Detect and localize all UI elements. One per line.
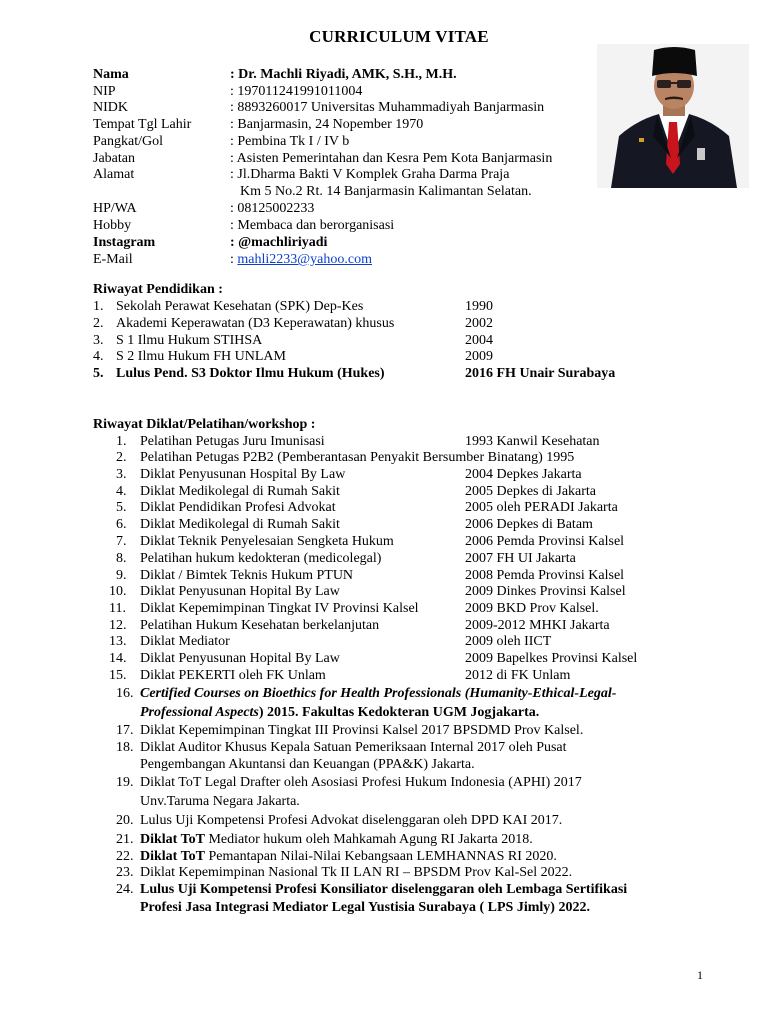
item-text: Akademi Keperawatan (D3 Keperawatan) khusus: [116, 316, 395, 331]
item-text: Certified Courses on Bioethics for Health Professionals (Humanity-Ethical-Legal-: [140, 686, 617, 701]
item-year: 2005 oleh PERADI Jakarta: [465, 500, 618, 515]
label-ttl: Tempat Tgl Lahir: [93, 117, 192, 132]
item-text: Diklat Mediator: [140, 634, 230, 649]
item-year: 2005 Depkes di Jakarta: [465, 484, 597, 499]
item-number: 7.: [116, 534, 127, 549]
item-number: 4.: [116, 484, 127, 499]
item-number: 21.: [116, 832, 134, 847]
value-alamat-line2: Km 5 No.2 Rt. 14 Banjarmasin Kalimantan Selatan.: [240, 184, 532, 199]
item-number: 20.: [116, 813, 134, 828]
item-year: 2009-2012 MHKI Jakarta: [465, 618, 610, 633]
label-jabatan: Jabatan: [93, 151, 135, 166]
item-number: 22.: [116, 849, 134, 864]
item-text: [140, 849, 557, 865]
item-number: 24.: [116, 882, 134, 897]
label-hp: HP/WA: [93, 201, 137, 216]
value-jabatan: : Asisten Pemerintahan dan Kesra Pem Kota Banjarmasin: [230, 151, 553, 166]
item-year: 2012 di FK Unlam: [465, 668, 571, 683]
item-text: Diklat Auditor Khusus Kepala Satuan Pemeriksaan Internal 2017 oleh Pusat: [140, 740, 567, 755]
item-number: 5.: [116, 500, 127, 515]
item-number: 9.: [116, 568, 127, 583]
item-year: 1990: [465, 299, 493, 314]
item-text: S 2 Ilmu Hukum FH UNLAM: [116, 349, 286, 364]
item-text: Diklat Medikolegal di Rumah Sakit: [140, 517, 340, 532]
item-text: Diklat / Bimtek Teknis Hukum PTUN: [140, 568, 354, 583]
item-number: 5.: [93, 366, 104, 381]
item-number: 10.: [109, 584, 127, 599]
label-instagram: Instagram: [93, 235, 156, 250]
item-text: Diklat Kepemimpinan Tingkat IV Provinsi Kalsel: [140, 601, 419, 616]
value-ttl: : Banjarmasin, 24 Nopember 1970: [230, 117, 424, 132]
item-number: 14.: [109, 651, 127, 666]
item-text: [140, 832, 533, 848]
label-pangkat: Pangkat/Gol: [93, 134, 163, 149]
item-number: 13.: [109, 634, 127, 649]
item-text: Pelatihan Petugas P2B2 (Pemberantasan Penyakit Bersumber Binatang) 1995: [140, 450, 575, 465]
item-number: 19.: [116, 775, 134, 790]
item-text: Pelatihan Hukum Kesehatan berkelanjutan: [140, 618, 380, 633]
item-number: 2.: [116, 450, 127, 465]
label-alamat: Alamat: [93, 167, 135, 182]
label-email: E-Mail: [93, 252, 133, 267]
value-nip: : 197011241991011004: [230, 84, 363, 99]
label-nip: NIP: [93, 84, 116, 99]
item-number: 15.: [109, 668, 127, 683]
value-hp: : 08125002233: [230, 201, 315, 216]
value-nidk: : 8893260017 Universitas Muhammadiyah Banjarmasin: [230, 100, 545, 115]
label-hobby: Hobby: [93, 218, 132, 233]
item-number: 4.: [93, 349, 104, 364]
item-text: Lulus Uji Kompetensi Profesi Advokat diselenggaran oleh DPD KAI 2017.: [140, 813, 563, 828]
email-colon: :: [230, 252, 238, 267]
item-number: 12.: [109, 618, 127, 633]
item-year: 1993 Kanwil Kesehatan: [465, 434, 600, 449]
item-year: 2009: [465, 349, 493, 364]
item-text: Diklat Penyusunan Hospital By Law: [140, 467, 346, 482]
education-heading: Riwayat Pendidikan :: [93, 282, 223, 297]
item-number: 3.: [93, 333, 104, 348]
item-text: S 1 Ilmu Hukum STIHSA: [116, 333, 263, 348]
item-text: Sekolah Perawat Kesehatan (SPK) Dep-Kes: [116, 299, 364, 314]
item-text: Lulus Uji Kompetensi Profesi Konsiliator diselenggaran oleh Lembaga Sertifikasi: [140, 882, 628, 897]
profile-photo: [597, 44, 749, 188]
item-number: 2.: [93, 316, 104, 331]
item-year: 2006 Pemda Provinsi Kalsel: [465, 534, 625, 549]
item-year: 2008 Pemda Provinsi Kalsel: [465, 568, 625, 583]
item-text-line2: Profesi Jasa Integrasi Mediator Legal Yustisia Surabaya ( LPS Jimly) 2022.: [140, 900, 590, 915]
item-text: Lulus Pend. S3 Doktor Ilmu Hukum (Hukes): [116, 366, 385, 381]
item-text-line2: Pengembangan Akuntansi dan Keuangan (PPA&K) Jakarta.: [140, 757, 475, 772]
item-text: Diklat Penyusunan Hopital By Law: [140, 651, 340, 666]
item-text: Diklat PEKERTI oleh FK Unlam: [140, 668, 326, 683]
item-text-rest: Mediator hukum oleh Mahkamah Agung RI Jakarta 2018.: [204, 832, 533, 847]
item-number: 6.: [116, 517, 127, 532]
value-pangkat: : Pembina Tk I / IV b: [230, 134, 350, 149]
item-text-bold: Diklat ToT: [140, 849, 205, 864]
page-title: CURRICULUM VITAE: [309, 27, 489, 46]
item-number: 16.: [116, 686, 134, 701]
item-number: 8.: [116, 551, 127, 566]
item-number: 1.: [93, 299, 104, 314]
item-number: 1.: [116, 434, 127, 449]
item-year: 2009 Dinkes Provinsi Kalsel: [465, 584, 626, 599]
item-text-line2: [140, 705, 539, 721]
item-text-italic: Professional Aspects: [140, 705, 259, 720]
value-instagram: : @machliriyadi: [230, 235, 328, 250]
item-number: 18.: [116, 740, 134, 755]
item-year: 2004: [465, 333, 493, 348]
value-alamat: : Jl.Dharma Bakti V Komplek Graha Darma Praja: [230, 167, 510, 182]
item-year: 2006 Depkes di Batam: [465, 517, 593, 532]
value-nama: : Dr. Machli Riyadi, AMK, S.H., M.H.: [230, 67, 457, 82]
value-hobby: : Membaca dan berorganisasi: [230, 218, 395, 233]
item-number: 11.: [109, 601, 126, 616]
item-number: 3.: [116, 467, 127, 482]
item-text: Pelatihan Petugas Juru Imunisasi: [140, 434, 325, 449]
label-nama: Nama: [93, 67, 129, 82]
item-text: Pelatihan hukum kedokteran (medicolegal): [140, 551, 382, 566]
item-year: 2004 Depkes Jakarta: [465, 467, 582, 482]
item-text-rest: ) 2015. Fakultas Kedokteran UGM Jogjakarta.: [258, 705, 540, 720]
item-year: 2009 oleh IICT: [465, 634, 552, 649]
item-text-rest: Pemantapan Nilai-Nilai Kebangsaan LEMHANNAS RI 2020.: [204, 849, 557, 864]
label-nidk: NIDK: [93, 100, 128, 115]
portrait-image: [597, 44, 749, 188]
item-text: Diklat Medikolegal di Rumah Sakit: [140, 484, 340, 499]
item-text: Diklat Penyusunan Hopital By Law: [140, 584, 340, 599]
training-heading: Riwayat Diklat/Pelatihan/workshop :: [93, 417, 316, 432]
item-text-bold: Diklat ToT: [140, 832, 205, 847]
page-number: 1: [697, 968, 703, 982]
item-year: 2007 FH UI Jakarta: [465, 551, 576, 566]
item-text: Diklat Teknik Penyelesaian Sengketa Hukum: [140, 534, 394, 549]
item-year: 2016 FH Unair Surabaya: [465, 366, 616, 381]
email-link[interactable]: mahli2233@yahoo.com: [237, 252, 372, 267]
item-text: Diklat Pendidikan Profesi Advokat: [140, 500, 336, 515]
item-number: 17.: [116, 723, 134, 738]
item-number: 23.: [116, 865, 134, 880]
item-year: 2002: [465, 316, 493, 331]
item-year: 2009 Bapelkes Provinsi Kalsel: [465, 651, 638, 666]
item-text: Diklat ToT Legal Drafter oleh Asosiasi Profesi Hukum Indonesia (APHI) 2017: [140, 775, 582, 790]
item-text: Diklat Kepemimpinan Tingkat III Provinsi Kalsel 2017 BPSDMD Prov Kalsel.: [140, 723, 584, 738]
value-email: [230, 252, 372, 268]
item-year: 2009 BKD Prov Kalsel.: [465, 601, 599, 616]
item-text: Diklat Kepemimpinan Nasional Tk II LAN RI – BPSDM Prov Kal-Sel 2022.: [140, 865, 573, 880]
item-text-line2: Unv.Taruma Negara Jakarta.: [140, 794, 300, 809]
